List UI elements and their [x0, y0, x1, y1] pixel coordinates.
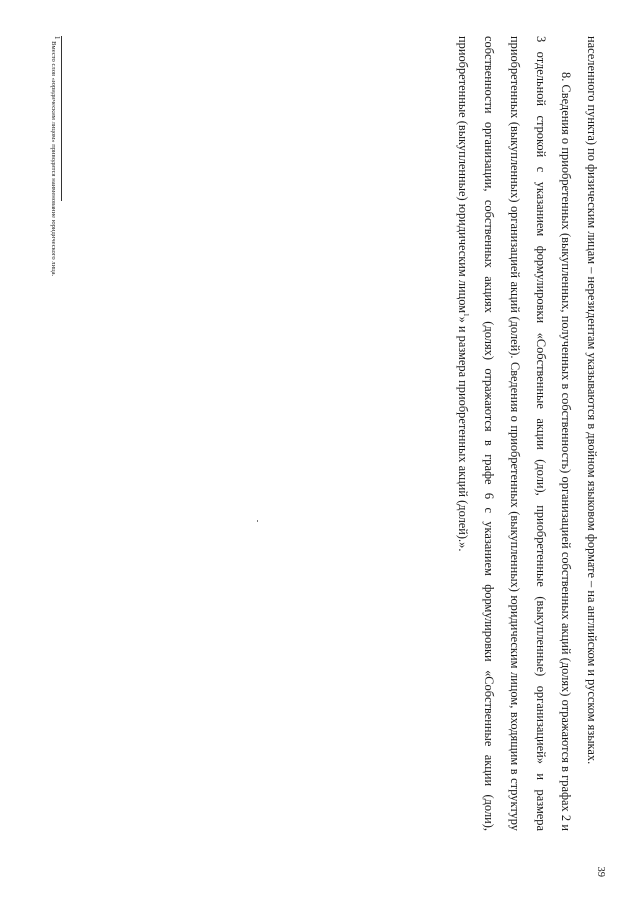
- body-text: [450, 36, 604, 831]
- paragraph-item-8: [450, 36, 579, 831]
- scan-speck: [257, 520, 258, 522]
- footnote-separator: [61, 36, 62, 201]
- footnote-text: Вместо слов «юридическим лицом» приводится наименование юридического лица.: [50, 41, 57, 277]
- footnote-marker: 1: [53, 36, 62, 40]
- paragraph-continuation: населенного пункта) по физическим лицам – нерезидентам указываются в двойном языковом формате – на английском и русском языках.: [585, 36, 599, 765]
- paragraph-item-8-text: 8. Сведения о приобретенных (выкупленных, полученных в собственность) организацией собственных акций (долях) отражаются в графах 2 и 3 отдельной строкой с указанием формулировки «Собственные акции (доли), приобретенные (выкупленные) организацией» и размера приобретенных (выкупленных) организацией акций (долей). Сведения о приобретенных (выкупленных) юридическим лицом, входящим в структуру собственности организации, собственных акциях (долях) отражаются в графе 6 с указанием формулировки «Собственные акции (доли), приобретенные (выкупленные) юридическим лицом: [456, 36, 574, 831]
- footnote: [49, 36, 62, 636]
- page-number: 39: [595, 866, 606, 877]
- footnote-reference: 1: [462, 313, 471, 317]
- paragraph-item-8-tail: » и размера приобретенных акций (долей).».: [456, 316, 471, 552]
